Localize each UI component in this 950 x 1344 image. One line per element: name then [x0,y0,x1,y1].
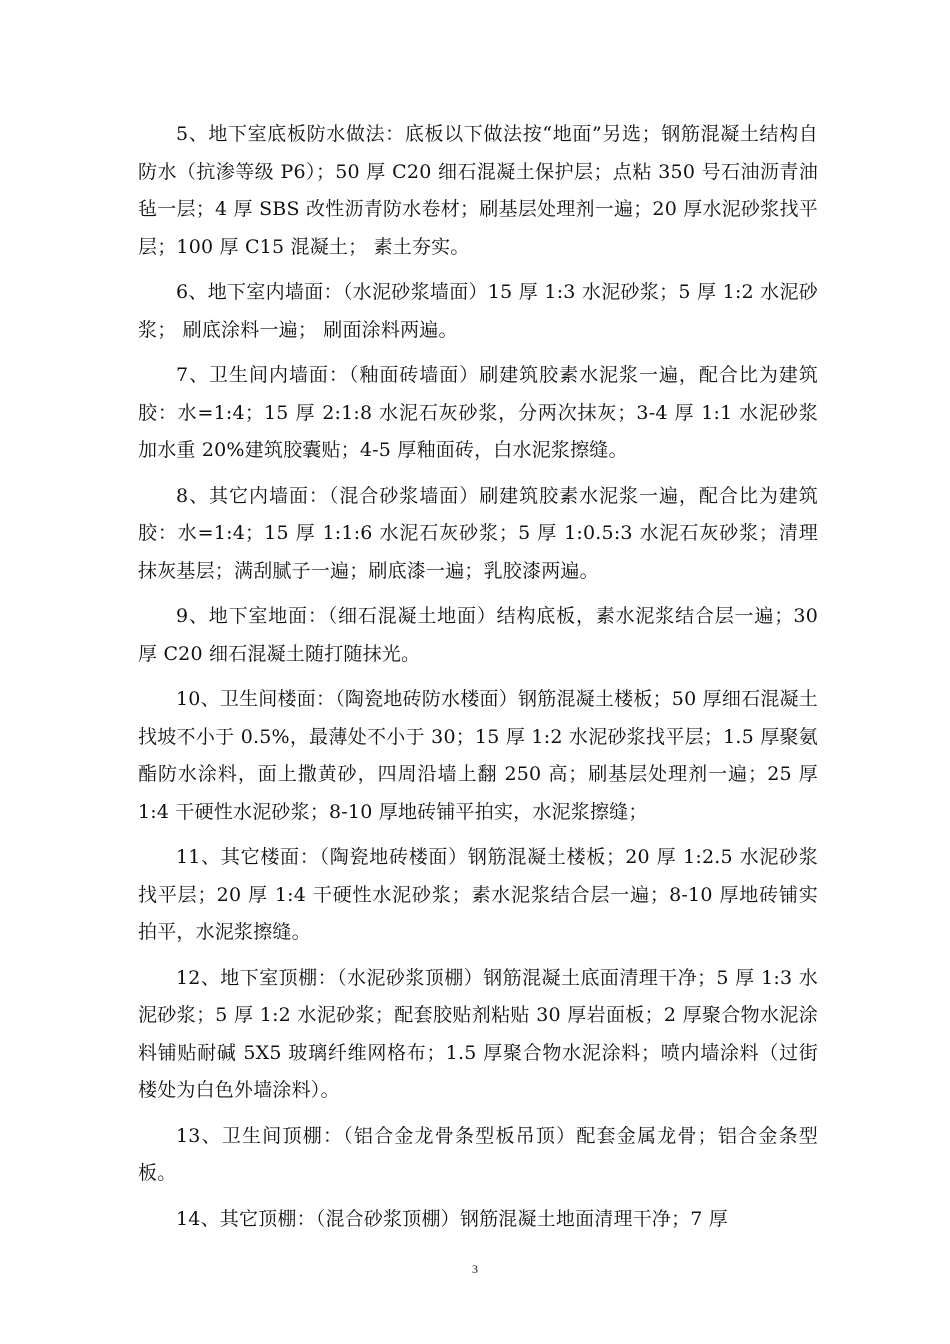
paragraph-item-13: 13、卫生间顶棚：（铝合金龙骨条型板吊顶）配套金属龙骨；铝合金条型板。 [138,1124,818,1184]
paragraph-item-6: 6、地下室内墙面：（水泥砂浆墙面）15 厚 1:3 水泥砂浆；5 厚 1:2 水泥砂浆； 刷底涂料一遍； 刷面涂料两遍。 [138,281,818,341]
paragraph-item-10: 10、卫生间楼面：（陶瓷地砖防水楼面）钢筋混凝土楼板；50 厚细石混凝土找坡不小于 0.5%，最薄处不小于 30；15 厚 1:2 水泥砂浆找平层；1.5 厚聚氨酯防水涂料，面上撒黄砂，四周沿墙上翻 250 高；刷基层处理剂一遍；25 厚 1:4 干硬性水泥砂浆；8-10 厚地砖铺平拍实，水泥浆擦缝； [138,688,818,823]
paragraph-item-7: 7、卫生间内墙面：（釉面砖墙面）刷建筑胶素水泥浆一遍，配合比为建筑胶：水=1:4；15 厚 2:1:8 水泥石灰砂浆，分两次抹灰；3-4 厚 1:1 水泥砂浆加水重 20%建筑胶囊贴；4-5 厚釉面砖，白水泥浆擦缝。 [138,364,818,461]
paragraph-item-8: 8、其它内墙面：（混合砂浆墙面）刷建筑胶素水泥浆一遍，配合比为建筑胶：水=1:4；15 厚 1:1:6 水泥石灰砂浆；5 厚 1:0.5:3 水泥石灰砂浆；清理抹灰基层；满刮腻子一遍；刷底漆一遍；乳胶漆两遍。 [138,484,818,582]
paragraph-item-5: 5、地下室底板防水做法：底板以下做法按“地面”另选；钢筋混凝土结构自防水（抗渗等级 P6）；50 厚 C20 细石混凝土保护层；点粘 350 号石油沥青油毡一层；4 厚 SBS 改性沥青防水卷材；刷基层处理剂一遍；20 厚水泥砂浆找平层；100 厚 C15 混凝土； 素土夯实。 [138,123,818,258]
document-body [138,116,818,1246]
paragraph-item-14: 14、其它顶棚：（混合砂浆顶棚）钢筋混凝土地面清理干净；7 厚 [176,1207,729,1230]
paragraph-item-9: 9、地下室地面：（细石混凝土地面）结构底板，素水泥浆结合层一遍；30 厚 C20 细石混凝土随打随抹光。 [138,605,818,665]
paragraph-item-12: 12、地下室顶棚：（水泥砂浆顶棚）钢筋混凝土底面清理干净；5 厚 1:3 水泥砂浆；5 厚 1:2 水泥砂浆；配套胶贴剂粘贴 30 厚岩面板；2 厚聚合物水泥涂料铺贴耐碱 5X5 玻璃纤维网格布；1.5 厚聚合物水泥涂料；喷内墙涂料（过街楼处为白色外墙涂料）。 [138,966,818,1101]
paragraph-item-11: 11、其它楼面：（陶瓷地砖楼面）钢筋混凝土楼板；20 厚 1:2.5 水泥砂浆找平层；20 厚 1:4 干硬性水泥砂浆；素水泥浆结合层一遍；8-10 厚地砖铺实拍平，水泥浆擦缝。 [138,846,818,943]
page-number: 3 [472,1262,478,1276]
